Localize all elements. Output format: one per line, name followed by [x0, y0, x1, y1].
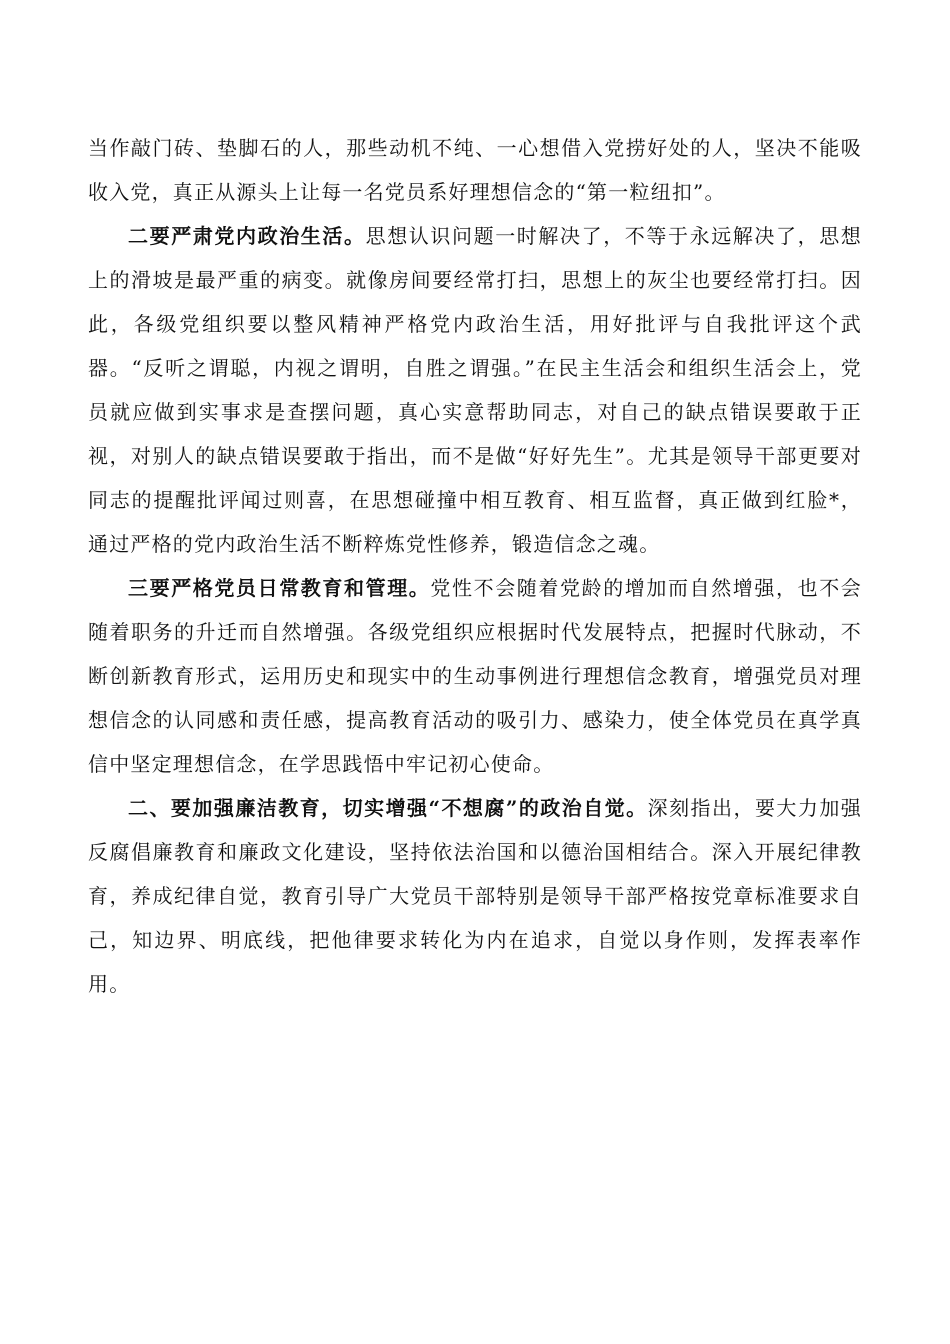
paragraph-lead: 二要严肃党内政治生活。: [128, 224, 366, 248]
paragraph-continuation: [88, 126, 862, 214]
document-body: [88, 126, 862, 1006]
paragraph-political-life: [88, 214, 862, 566]
paragraph-lead: 三要严格党员日常教育和管理。: [128, 576, 431, 600]
paragraph-text: 思想认识问题一时解决了，不等于永远解决了，思想上的滑坡是最严重的病变。就像房间要经常打扫，思想上的灰尘也要经常打扫。因此，各级党组织要以整风精神严格党内政治生活，用好批评与自我批评这个武器。“反听之谓聪，内视之谓明，自胜之谓强。”在民主生活会和组织生活会上，党员就应做到实事求是查摆问题，真心实意帮助同志，对自己的缺点错误要敢于正视，对别人的缺点错误要敢于指出，而不是做“好好先生”。尤其是领导干部更要对同志的提醒批评闻过则喜，在思想碰撞中相互教育、相互监督，真正做到红脸*，通过严格的党内政治生活不断粹炼党性修养，锻造信念之魂。: [88, 224, 863, 556]
paragraph-daily-education: [88, 566, 862, 786]
paragraph-text: 党性不会随着党龄的增加而自然增强，也不会随着职务的升迁而自然增强。各级党组织应根据时代发展特点，把握时代脉动，不断创新教育形式，运用历史和现实中的生动事例进行理想信念教育，增强党员对理想信念的认同感和责任感，提高教育活动的吸引力、感染力，使全体党员在真学真信中坚定理想信念，在学思践悟中牢记初心使命。: [88, 576, 862, 776]
paragraph-lead: 二、要加强廉洁教育，切实增强“不想腐”的政治自觉。: [128, 796, 648, 820]
paragraph-text: 深刻指出，要大力加强反腐倡廉教育和廉政文化建设，坚持依法治国和以德治国相结合。深入开展纪律教育，养成纪律自觉，教育引导广大党员干部特别是领导干部严格按党章标准要求自己，知边界、明底线，把他律要求转化为内在追求，自觉以身作则，发挥表率作用。: [88, 796, 863, 996]
paragraph-text: 当作敲门砖、垫脚石的人，那些动机不纯、一心想借入党捞好处的人，坚决不能吸收入党，真正从源头上让每一名党员系好理想信念的“第一粒纽扣”。: [88, 136, 862, 204]
paragraph-integrity-education: [88, 786, 862, 1006]
